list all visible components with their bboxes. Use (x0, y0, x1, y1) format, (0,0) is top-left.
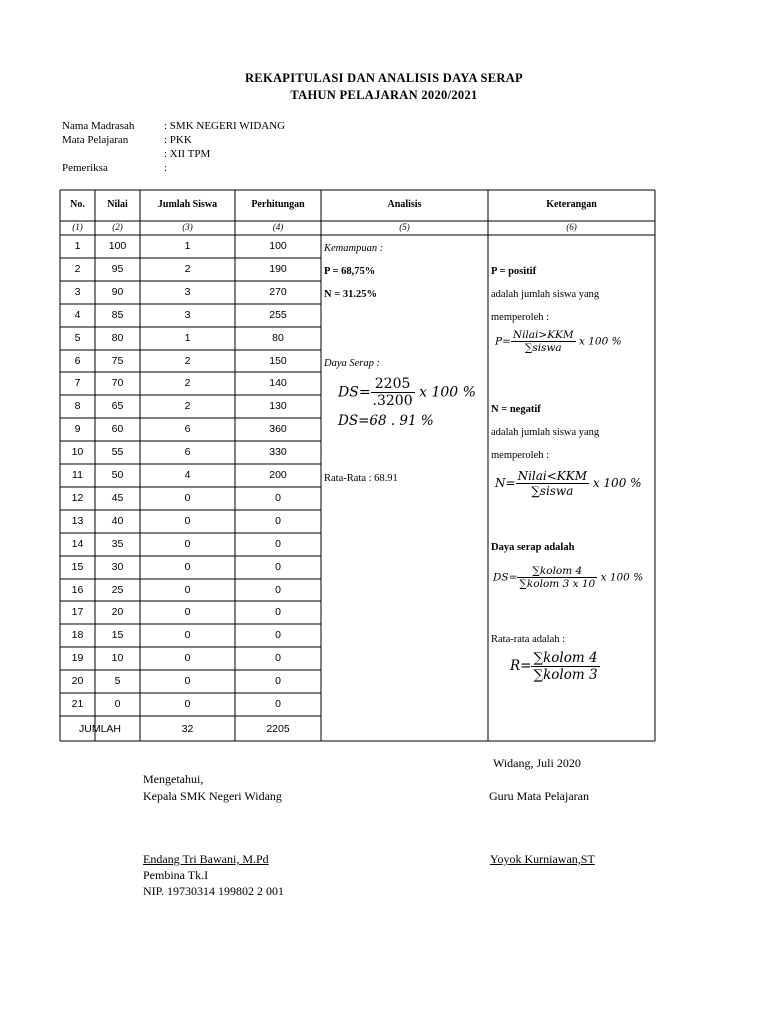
info-label-pemeriksa: Pemeriksa (62, 162, 108, 174)
ds-def-den: kolom 3 x 10 (526, 578, 596, 590)
table-cell: 100 (108, 240, 127, 252)
table-cell: 6 (184, 446, 191, 459)
table-cell: 0 (184, 583, 191, 596)
n-title: N = negatif (491, 404, 541, 415)
info-value-kelas: : XII TPM (164, 148, 211, 160)
sigma-icon: ∑ (532, 565, 540, 577)
total-siswa: 32 (181, 723, 194, 735)
table-cell: 0 (275, 606, 281, 619)
table-cell: 80 (111, 331, 124, 344)
document-subtitle: TAHUN PELAJARAN 2020/2021 (290, 88, 478, 102)
r-formula-num: kolom 4 (543, 650, 598, 666)
table-cell: 45 (111, 491, 124, 504)
table-cell: 0 (275, 514, 281, 527)
table-cell: 270 (269, 285, 287, 298)
ds-title: Daya serap adalah (491, 542, 575, 553)
ds-formula-den: .3200 (372, 393, 413, 409)
kepala-pangkat: Pembina Tk.I (143, 868, 209, 882)
header-jumlah-siswa: Jumlah Siswa (157, 199, 218, 210)
table-cell: 2 (184, 377, 191, 390)
sigma-icon: ∑ (524, 342, 533, 354)
table-cell: 3 (184, 308, 191, 321)
ds-formula-mult: x 100 % (419, 384, 476, 401)
n-formula (495, 469, 642, 498)
table-cell: 4 (74, 308, 81, 321)
place-date: Widang, Juli 2020 (493, 756, 581, 770)
sigma-icon: ∑ (519, 578, 527, 590)
table-cell: 0 (114, 698, 121, 710)
table-cell: 4 (184, 469, 191, 481)
table-cell: 25 (111, 583, 124, 596)
table-cell: 19 (71, 652, 84, 665)
ds-def-mult: x 100 % (600, 571, 644, 584)
guru-name: Yoyok Kurniawan,ST (490, 852, 595, 866)
table-cell: 0 (184, 698, 191, 710)
sigma-icon: ∑ (533, 667, 544, 683)
table-cell: 140 (269, 377, 287, 390)
table-cell: 21 (71, 698, 84, 710)
table-cell: 70 (111, 377, 124, 390)
info-value-mapel: : PKK (164, 134, 192, 146)
table-cell: 255 (269, 308, 287, 321)
table-cell: 0 (275, 698, 281, 710)
table-cell: 100 (269, 240, 287, 252)
sigma-icon: ∑ (533, 650, 544, 666)
table-cell: 330 (269, 446, 287, 459)
total-perhitungan: 2205 (266, 723, 290, 735)
subheader-5: (5) (399, 222, 410, 232)
p-formula-lhs: P= (495, 335, 511, 348)
table-cell: 40 (111, 514, 124, 527)
table-cell: 10 (71, 446, 84, 459)
table-cell: 10 (111, 652, 124, 665)
table-cell: 0 (275, 537, 281, 550)
kepala-name: Endang Tri Bawani, M.Pd (143, 852, 269, 866)
table-cell: 0 (184, 560, 191, 573)
table-cell: 90 (111, 285, 124, 298)
table-cell: 9 (74, 423, 81, 436)
n-formula-mult: x 100 % (592, 476, 642, 490)
p-formula-den: siswa (532, 342, 562, 354)
ds-formula-lhs: DS= (338, 384, 371, 401)
table-cell: 2 (184, 354, 191, 367)
kepala-nip: NIP. 19730314 199802 2 001 (143, 884, 285, 898)
table-cell: 150 (269, 354, 287, 367)
p-formula (495, 329, 622, 354)
table-cell: 0 (184, 514, 191, 527)
info-value-pemeriksa: : (164, 162, 168, 174)
table-cell: 6 (184, 423, 191, 436)
guru-title: Guru Mata Pelajaran (489, 789, 589, 803)
ds-result: DS=68 . 91 % (338, 413, 434, 429)
table-cell: 17 (71, 606, 84, 619)
table-cell: 0 (184, 537, 191, 550)
table-cell: 1 (74, 240, 81, 252)
document-title: REKAPITULASI DAN ANALISIS DAYA SERAP (244, 71, 523, 85)
table-cell: 35 (111, 537, 124, 550)
subheader-6: (6) (566, 222, 577, 232)
table-cell: 6 (74, 354, 81, 367)
table-cell: 11 (72, 469, 83, 481)
table-cell: 12 (71, 491, 84, 504)
table-cell: 0 (275, 652, 281, 665)
table-cell: 30 (111, 560, 124, 573)
table-cell: 1 (184, 240, 191, 252)
n-formula-den: siswa (539, 484, 574, 498)
r-formula-lhs: R= (510, 658, 532, 674)
r-title: Rata-rata adalah : (491, 634, 566, 645)
table-cell: 15 (71, 560, 84, 573)
info-label-madrasah: Nama Madrasah (62, 120, 135, 132)
table-cell: 20 (71, 675, 84, 688)
info-value-madrasah: : SMK NEGERI WIDANG (164, 120, 286, 132)
daya-serap-label: Daya Serap : (324, 358, 380, 369)
n-value: N = 31.25% (324, 289, 377, 300)
table-cell: 2 (74, 262, 81, 275)
header-keterangan: Keterangan (546, 199, 597, 210)
rata-rata-value: Rata-Rata : 68.91 (324, 473, 398, 484)
p-title: P = positif (491, 266, 537, 277)
table-cell: 0 (184, 491, 191, 504)
table-cell: 7 (74, 377, 81, 390)
table-cell: 5 (114, 675, 121, 688)
table-cell: 13 (71, 514, 84, 527)
table-cell: 130 (269, 400, 287, 413)
table-cell: 95 (111, 262, 124, 275)
table-cell: 85 (111, 308, 124, 321)
n-formula-lhs: N= (495, 476, 516, 490)
table-cell: 2 (184, 262, 191, 275)
table-cell: 0 (184, 606, 191, 619)
n-desc2: memperoleh : (491, 450, 550, 461)
table-cell: 0 (184, 629, 191, 642)
kepala-title: Kepala SMK Negeri Widang (143, 789, 282, 803)
table-cell: 200 (269, 469, 287, 481)
table-cell: 50 (111, 469, 124, 481)
p-desc2: memperoleh : (491, 312, 550, 323)
ds-def-num: kolom 4 (539, 565, 583, 577)
table-cell: 190 (269, 262, 287, 275)
header-nilai: Nilai (107, 199, 128, 210)
table-cell: 15 (111, 629, 124, 642)
sigma-icon: ∑ (531, 484, 540, 498)
table-cell: 0 (275, 560, 281, 573)
total-label: JUMLAH (78, 723, 121, 735)
table-cell: 60 (111, 423, 124, 436)
table-cell: 18 (71, 629, 84, 642)
p-formula-mult: x 100 % (578, 335, 622, 348)
table-cell: 16 (71, 583, 84, 596)
table-cell: 80 (272, 331, 284, 344)
table-cell: 3 (74, 285, 81, 298)
table-cell: 0 (275, 491, 281, 504)
ds-formula (338, 376, 476, 409)
n-desc: adalah jumlah siswa yang (491, 427, 600, 438)
header-analisis: Analisis (387, 199, 422, 210)
subheader-4: (4) (272, 222, 284, 232)
ds-def-lhs: DS= (493, 571, 518, 584)
r-formula (510, 650, 600, 683)
table-cell: 55 (111, 446, 124, 459)
subheader-2: (2) (112, 222, 123, 232)
kemampuan-label: Kemampuan : (324, 243, 384, 254)
n-formula-num: Nilai<KKM (517, 469, 588, 483)
table-cell: 14 (71, 537, 84, 550)
table-cell: 75 (111, 354, 124, 367)
table-cell: 5 (74, 331, 81, 344)
r-formula-den: kolom 3 (543, 667, 598, 683)
table-cell: 65 (111, 400, 124, 413)
table-cell: 0 (184, 652, 191, 665)
subheader-1: (1) (72, 222, 83, 232)
table-cell: 0 (275, 583, 281, 596)
p-formula-num: Nilai>KKM (512, 329, 574, 341)
table-cell: 1 (184, 331, 191, 344)
table-cell: 3 (184, 285, 191, 298)
table-cell: 0 (184, 675, 191, 688)
info-label-mapel: Mata Pelajaran (62, 134, 129, 146)
ds-formula-num: 2205 (371, 376, 415, 393)
table-cell: 360 (269, 423, 287, 436)
table-cell: 0 (275, 675, 281, 688)
table-cell: 8 (74, 400, 81, 413)
header-perhitungan: Perhitungan (251, 199, 305, 210)
mengetahui-label: Mengetahui, (143, 772, 204, 786)
p-desc: adalah jumlah siswa yang (491, 289, 600, 300)
table-cell: 20 (111, 606, 124, 619)
table-cell: 0 (275, 629, 281, 642)
subheader-3: (3) (182, 222, 193, 232)
p-value: P = 68,75% (324, 266, 376, 277)
table-cell: 2 (184, 400, 191, 413)
header-no: No. (70, 199, 85, 210)
ds-def-formula (493, 565, 643, 590)
